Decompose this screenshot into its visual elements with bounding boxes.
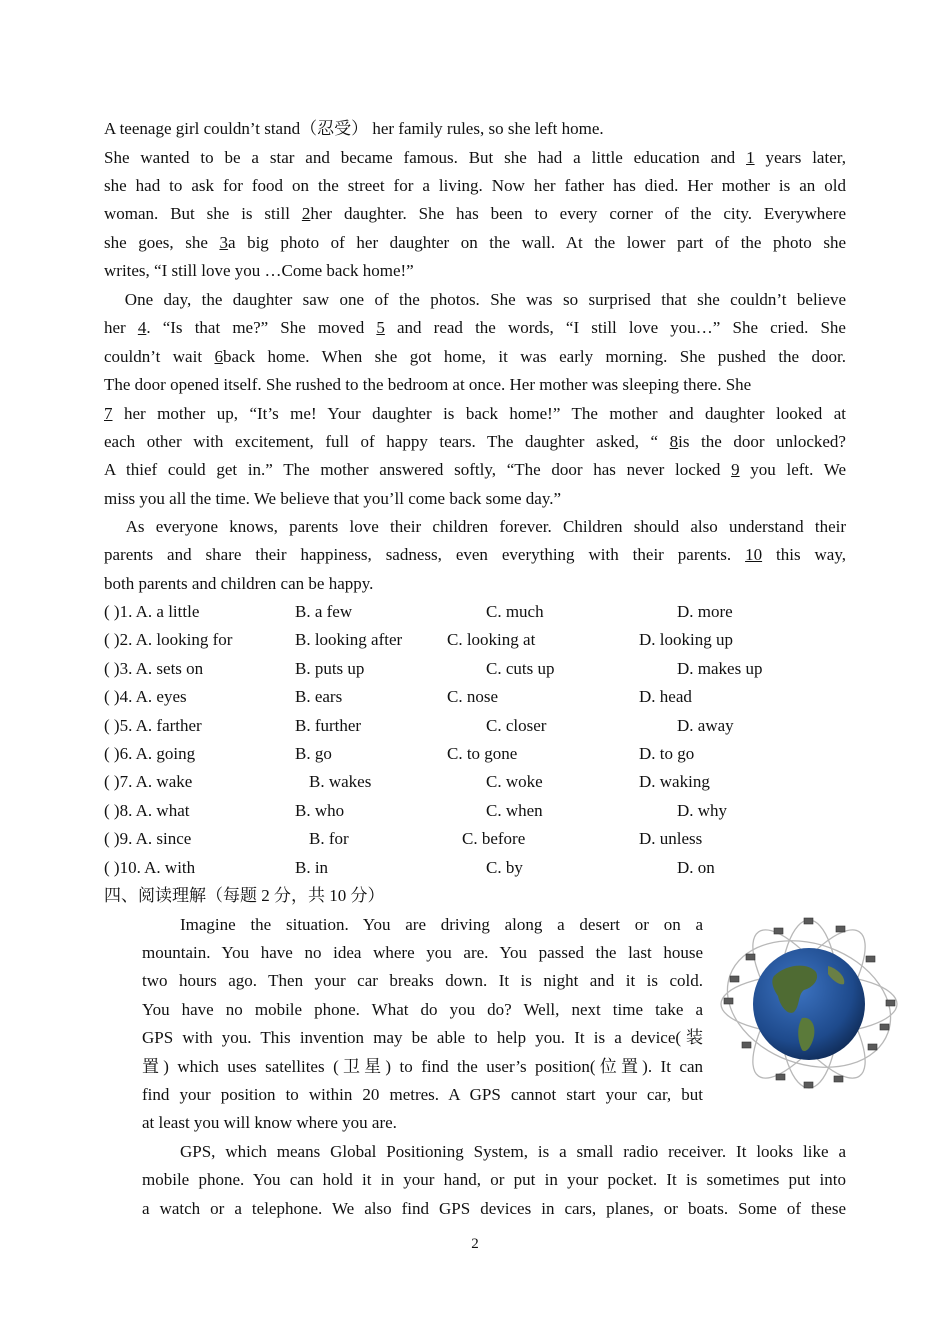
text: The door opened itself. She rushed to the bedroom at once. Her mother was sleeping there. She: [104, 375, 752, 394]
option-c: C. before: [462, 829, 526, 848]
blank-10: 10: [745, 545, 763, 564]
text: couldn’t wait: [104, 347, 215, 366]
text: woman. But she is still: [104, 204, 302, 223]
question-10: ( )10. A. with: [104, 858, 196, 877]
option-c: C. cuts up: [486, 659, 555, 678]
text: is the door unlocked?: [678, 432, 846, 451]
reading-line-11: a watch or a telephone. We also find GPS devices in cars, planes, or boats. Some of these: [142, 1199, 846, 1218]
question-7: ( )7. A. wake: [104, 772, 193, 791]
option-d: D. on: [677, 858, 715, 877]
option-c: C. looking at: [447, 630, 536, 649]
question-8: ( )8. A. what: [104, 801, 190, 820]
passage-line-15: [104, 513, 846, 541]
option-c: C. woke: [486, 772, 543, 791]
text: each other with excitement, full of happy tears. The daughter asked, “: [104, 432, 670, 451]
text: A teenage girl couldn’t stand（忍受） her family rules, so she left home.: [104, 119, 604, 138]
option-d: D. away: [677, 716, 734, 735]
reading-line-2: mountain. You have no idea where you are. You passed the last house: [142, 943, 703, 962]
question-6: ( )6. A. going: [104, 744, 196, 763]
passage-line-1: [104, 115, 846, 143]
passage-line-2: [104, 144, 846, 172]
blank-5: 5: [376, 318, 385, 337]
page-number: 2: [471, 1236, 479, 1252]
section-heading: 四、阅读理解（每题 2 分，共 10 分）: [104, 886, 385, 905]
option-b: B. further: [295, 716, 362, 735]
question-2: ( )2. A. looking for: [104, 630, 233, 649]
question-1: ( )1. A. a little: [104, 602, 200, 621]
option-d: D. more: [677, 602, 733, 621]
passage-line-9: [104, 343, 846, 371]
option-b: B. looking after: [295, 630, 403, 649]
blank-8: 8: [669, 432, 679, 451]
text: her mother up, “It’s me! Your daughter is back home!” The mother and daughter looked at: [112, 404, 846, 423]
reading-line-10: mobile phone. You can hold it in your hand, or put in your pocket. It is sometimes put into: [142, 1170, 846, 1189]
text: writes, “I still love you …Come back home!”: [104, 261, 414, 280]
passage-line-5: [104, 229, 846, 257]
passage-line-17: [104, 570, 846, 598]
option-c: C. to gone: [447, 744, 518, 763]
option-b: B. ears: [295, 687, 343, 706]
option-b: B. puts up: [295, 659, 365, 678]
option-d: D. unless: [639, 829, 703, 848]
reading-line-7: find your position to within 20 metres. A GPS cannot start your car, but: [142, 1085, 703, 1104]
question-5: ( )5. A. farther: [104, 716, 202, 735]
reading-line-6: 置) which uses satellites (卫星) to find the user’s position(位置). It can: [142, 1057, 703, 1076]
passage-line-6: [104, 257, 846, 285]
text: her: [104, 318, 138, 337]
passage-line-11: [104, 400, 846, 428]
option-b: B. go: [295, 744, 332, 763]
reading-line-3: two hours ago. Then your car breaks down. It is night and it is cold.: [142, 971, 703, 990]
text: years later,: [754, 148, 846, 167]
text: she goes, she: [104, 233, 220, 252]
text: As everyone knows, parents love their children forever. Children should also understand their: [104, 517, 846, 536]
passage-line-13: [104, 456, 846, 484]
blank-1: 1: [746, 148, 755, 167]
blank-2: 2: [301, 204, 311, 223]
question-3: ( )3. A. sets on: [104, 659, 204, 678]
option-b: B. a few: [295, 602, 353, 621]
option-d: D. makes up: [677, 659, 763, 678]
reading-line-9: GPS, which means Global Positioning System, is a small radio receiver. It looks like a: [180, 1142, 846, 1161]
text: She wanted to be a star and became famous. But she had a little education and: [104, 148, 747, 167]
text: parents and share their happiness, sadness, even everything with their parents.: [104, 545, 746, 564]
option-d: D. looking up: [639, 630, 733, 649]
text: both parents and children can be happy.: [104, 574, 374, 593]
blank-3: 3: [219, 233, 228, 252]
blank-7: 7: [104, 404, 113, 423]
option-c: C. by: [486, 858, 523, 877]
text: miss you all the time. We believe that you’ll come back some day.”: [104, 489, 562, 508]
option-b: B. in: [295, 858, 329, 877]
reading-line-8: at least you will know where you are.: [142, 1113, 397, 1132]
reading-line-1: Imagine the situation. You are driving along a desert or on a: [180, 915, 703, 934]
text: she had to ask for food on the street for a living. Now her father has died. Her mother is an old: [104, 176, 846, 195]
option-b: B. who: [295, 801, 345, 820]
passage-line-10: [104, 371, 846, 399]
text: and read the words, “I still love you…” She cried. She: [384, 318, 846, 337]
blank-4: 4: [137, 318, 147, 337]
option-b: B. wakes: [309, 772, 372, 791]
blank-6: 6: [214, 347, 223, 366]
option-d: D. to go: [639, 744, 695, 763]
gps-satellite-globe-image: [716, 914, 902, 1092]
option-d: D. waking: [639, 772, 710, 791]
option-c: C. nose: [447, 687, 498, 706]
text: . “Is that me?” She moved: [146, 318, 377, 337]
blank-9: 9: [731, 460, 740, 479]
passage-line-8: [104, 314, 846, 342]
text: her daughter. She has been to every corner of the city. Everywhere: [310, 204, 846, 223]
text: this way,: [762, 545, 847, 564]
option-c: C. much: [486, 602, 544, 621]
option-d: D. why: [677, 801, 728, 820]
option-c: C. closer: [486, 716, 547, 735]
option-d: D. head: [639, 687, 692, 706]
text: a big photo of her daughter on the wall. At the lower part of the photo she: [227, 233, 847, 252]
passage-line-7: [104, 286, 846, 314]
text: you left. We: [739, 460, 847, 479]
reading-line-4: You have no mobile phone. What do you do? Well, next time take a: [142, 1000, 703, 1019]
passage-line-12: [104, 428, 846, 456]
reading-line-5: GPS with you. This invention may be able to help you. It is a device(装: [142, 1028, 703, 1047]
option-b: B. for: [309, 829, 349, 848]
text: back home. When she got home, it was early morning. She pushed the door.: [222, 347, 846, 366]
passage-line-4: [104, 200, 846, 228]
question-4: ( )4. A. eyes: [104, 687, 187, 706]
option-c: C. when: [486, 801, 543, 820]
passage-line-3: [104, 172, 846, 200]
question-9: ( )9. A. since: [104, 829, 192, 848]
passage-line-14: [104, 485, 846, 513]
text: A thief could get in.” The mother answered softly, “The door has never locked: [104, 460, 732, 479]
passage-line-16: [104, 541, 846, 569]
text: One day, the daughter saw one of the photos. She was so surprised that she couldn’t believe: [104, 290, 846, 309]
